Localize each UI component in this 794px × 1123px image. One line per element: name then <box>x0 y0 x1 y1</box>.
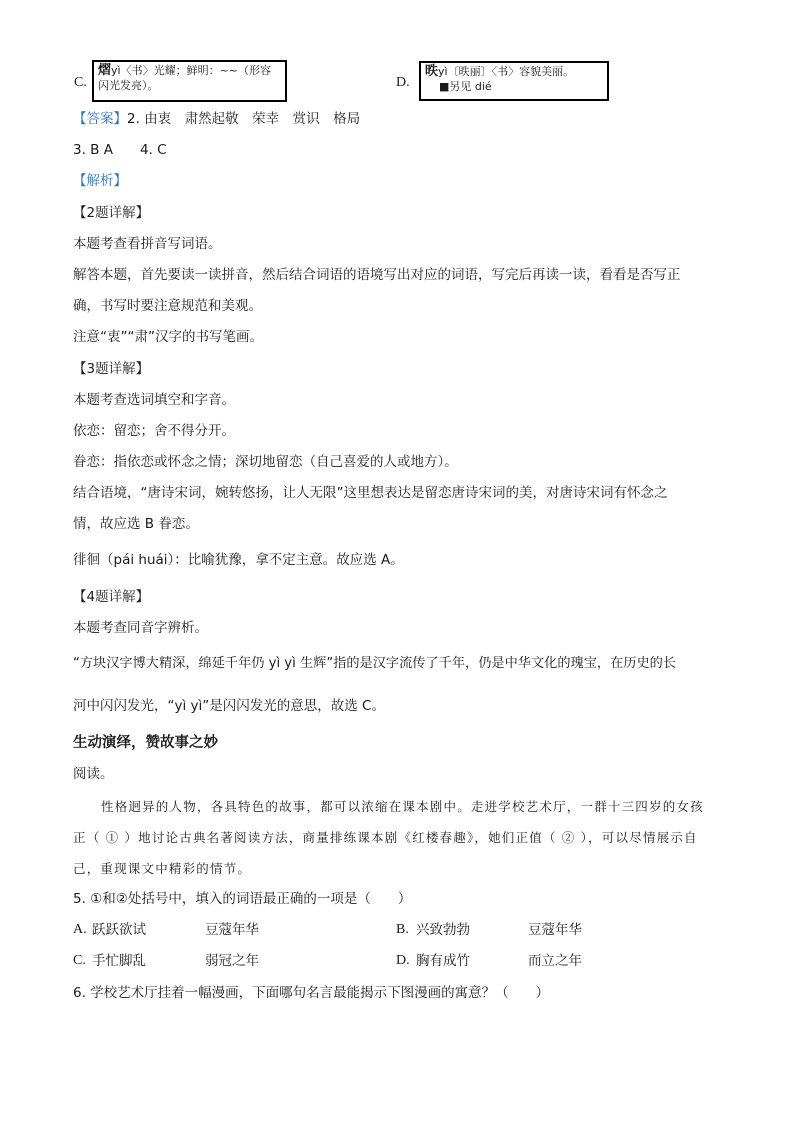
q3-p4b: 情，故应选 B 眷恋。 <box>73 516 199 532</box>
option-c-letter: C. <box>74 75 87 90</box>
q5-option-a-letter: A. <box>73 922 87 937</box>
q5-option-d-word2: 而立之年 <box>528 953 582 969</box>
passage-line-2: 正（ ① ）地讨论古典名著阅读方法，商量排练课本剧《红楼春趣》，她们正值（ ② ），可以尽情展示自 <box>73 830 698 845</box>
q5-option-b-word1: 兴致勃勃 <box>416 922 470 938</box>
dictionary-entry-c <box>92 60 287 102</box>
dict-line1-c: yì〈书〉光耀；鲜明：~~（形容 <box>111 64 272 77</box>
analysis-label: 【解析】 <box>73 173 127 189</box>
dict-line1-d: yì〔昳丽〕〈书〉容貌美丽。 <box>438 65 575 78</box>
q6-stem: 6. 学校艺术厅挂着一幅漫画，下面哪句名言最能揭示下图漫画的寓意？（ ） <box>73 985 550 1001</box>
q2-p3: 注意“衷”“肃”汉字的书写笔画。 <box>73 329 263 345</box>
section-title: 生动演绎，赞故事之妙 <box>73 735 218 751</box>
q3-p5: 徘徊（pái huái）：比喻犹豫，拿不定主意。故应选 A。 <box>73 552 404 568</box>
dictionary-entry-d <box>419 61 609 101</box>
q4-heading: 【4题详解】 <box>73 589 150 605</box>
q5-option-a-word1: 跃跃欲试 <box>92 922 146 938</box>
read-instruction: 阅读。 <box>73 766 114 782</box>
q4-p2b: 河中闪闪发光，“yì yì”是闪闪发光的意思，故选 C。 <box>73 698 385 714</box>
answer-line <box>73 110 360 128</box>
q3-p1: 本题考查选词填空和字音。 <box>73 392 235 408</box>
answer-line-2: 3. B A 4. C <box>73 142 167 158</box>
dict-char-d: 昳 <box>425 64 439 79</box>
q5-option-b-word2: 豆蔻年华 <box>528 922 582 938</box>
dict-char-c: 熠 <box>98 63 112 78</box>
passage-line-3: 己，重现课文中精彩的情节。 <box>73 861 252 876</box>
q5-option-c-letter: C. <box>73 953 86 968</box>
q3-p2: 依恋：留恋；舍不得分开。 <box>73 423 235 439</box>
q4-p1: 本题考查同音字辨析。 <box>73 620 208 636</box>
q4-p2a: “方块汉字博大精深，绵延千年仍 yì yì 生辉”指的是汉字流传了千年，仍是中华文化的瑰宝，在历史的长 <box>73 656 677 671</box>
q5-option-b-letter: B. <box>396 922 409 937</box>
option-d-letter: D. <box>396 75 410 90</box>
q3-heading: 【3题详解】 <box>73 361 150 377</box>
q2-p1: 本题考查看拼音写词语。 <box>73 236 222 252</box>
q5-option-a-word2: 豆蔻年华 <box>205 922 259 938</box>
q2-p2b: 确，书写时要注意规范和美观。 <box>73 298 262 314</box>
answer-text: 2. 由衷 肃然起敬 荣幸 赏识 格局 <box>127 111 361 127</box>
dict-line2-c: 闪光发亮）。 <box>98 79 159 92</box>
q3-p4a: 结合语境，“唐诗宋词，婉转悠扬，让人无限”这里想表达是留恋唐诗宋词的美，对唐诗宋词有怀念之 <box>73 485 668 501</box>
q5-option-c-word2: 弱冠之年 <box>205 953 259 969</box>
q3-p3: 眷恋：指依恋或怀念之情；深切地留恋（自己喜爱的人或地方）。 <box>73 454 458 470</box>
answer-label: 【答案】 <box>73 111 127 127</box>
q2-p2a: 解答本题，首先要读一读拼音，然后结合词语的语境写出对应的词语，写完后再读一读，看看是否写正 <box>73 267 681 283</box>
passage-line-1: 性格迥异的人物，各具特色的故事，都可以浓缩在课本剧中。走进学校艺术厅，一群十三四岁的女孩 <box>101 799 704 814</box>
q5-option-d-letter: D. <box>396 953 410 968</box>
dict-line2-d: ■另见 dié <box>439 80 492 93</box>
q2-heading: 【2题详解】 <box>73 205 150 221</box>
q5-option-c-word1: 手忙脚乱 <box>92 953 146 969</box>
q5-stem: 5. ①和②处括号中，填入的词语最正确的一项是（ ） <box>73 891 412 907</box>
q5-option-d-word1: 胸有成竹 <box>416 953 470 969</box>
